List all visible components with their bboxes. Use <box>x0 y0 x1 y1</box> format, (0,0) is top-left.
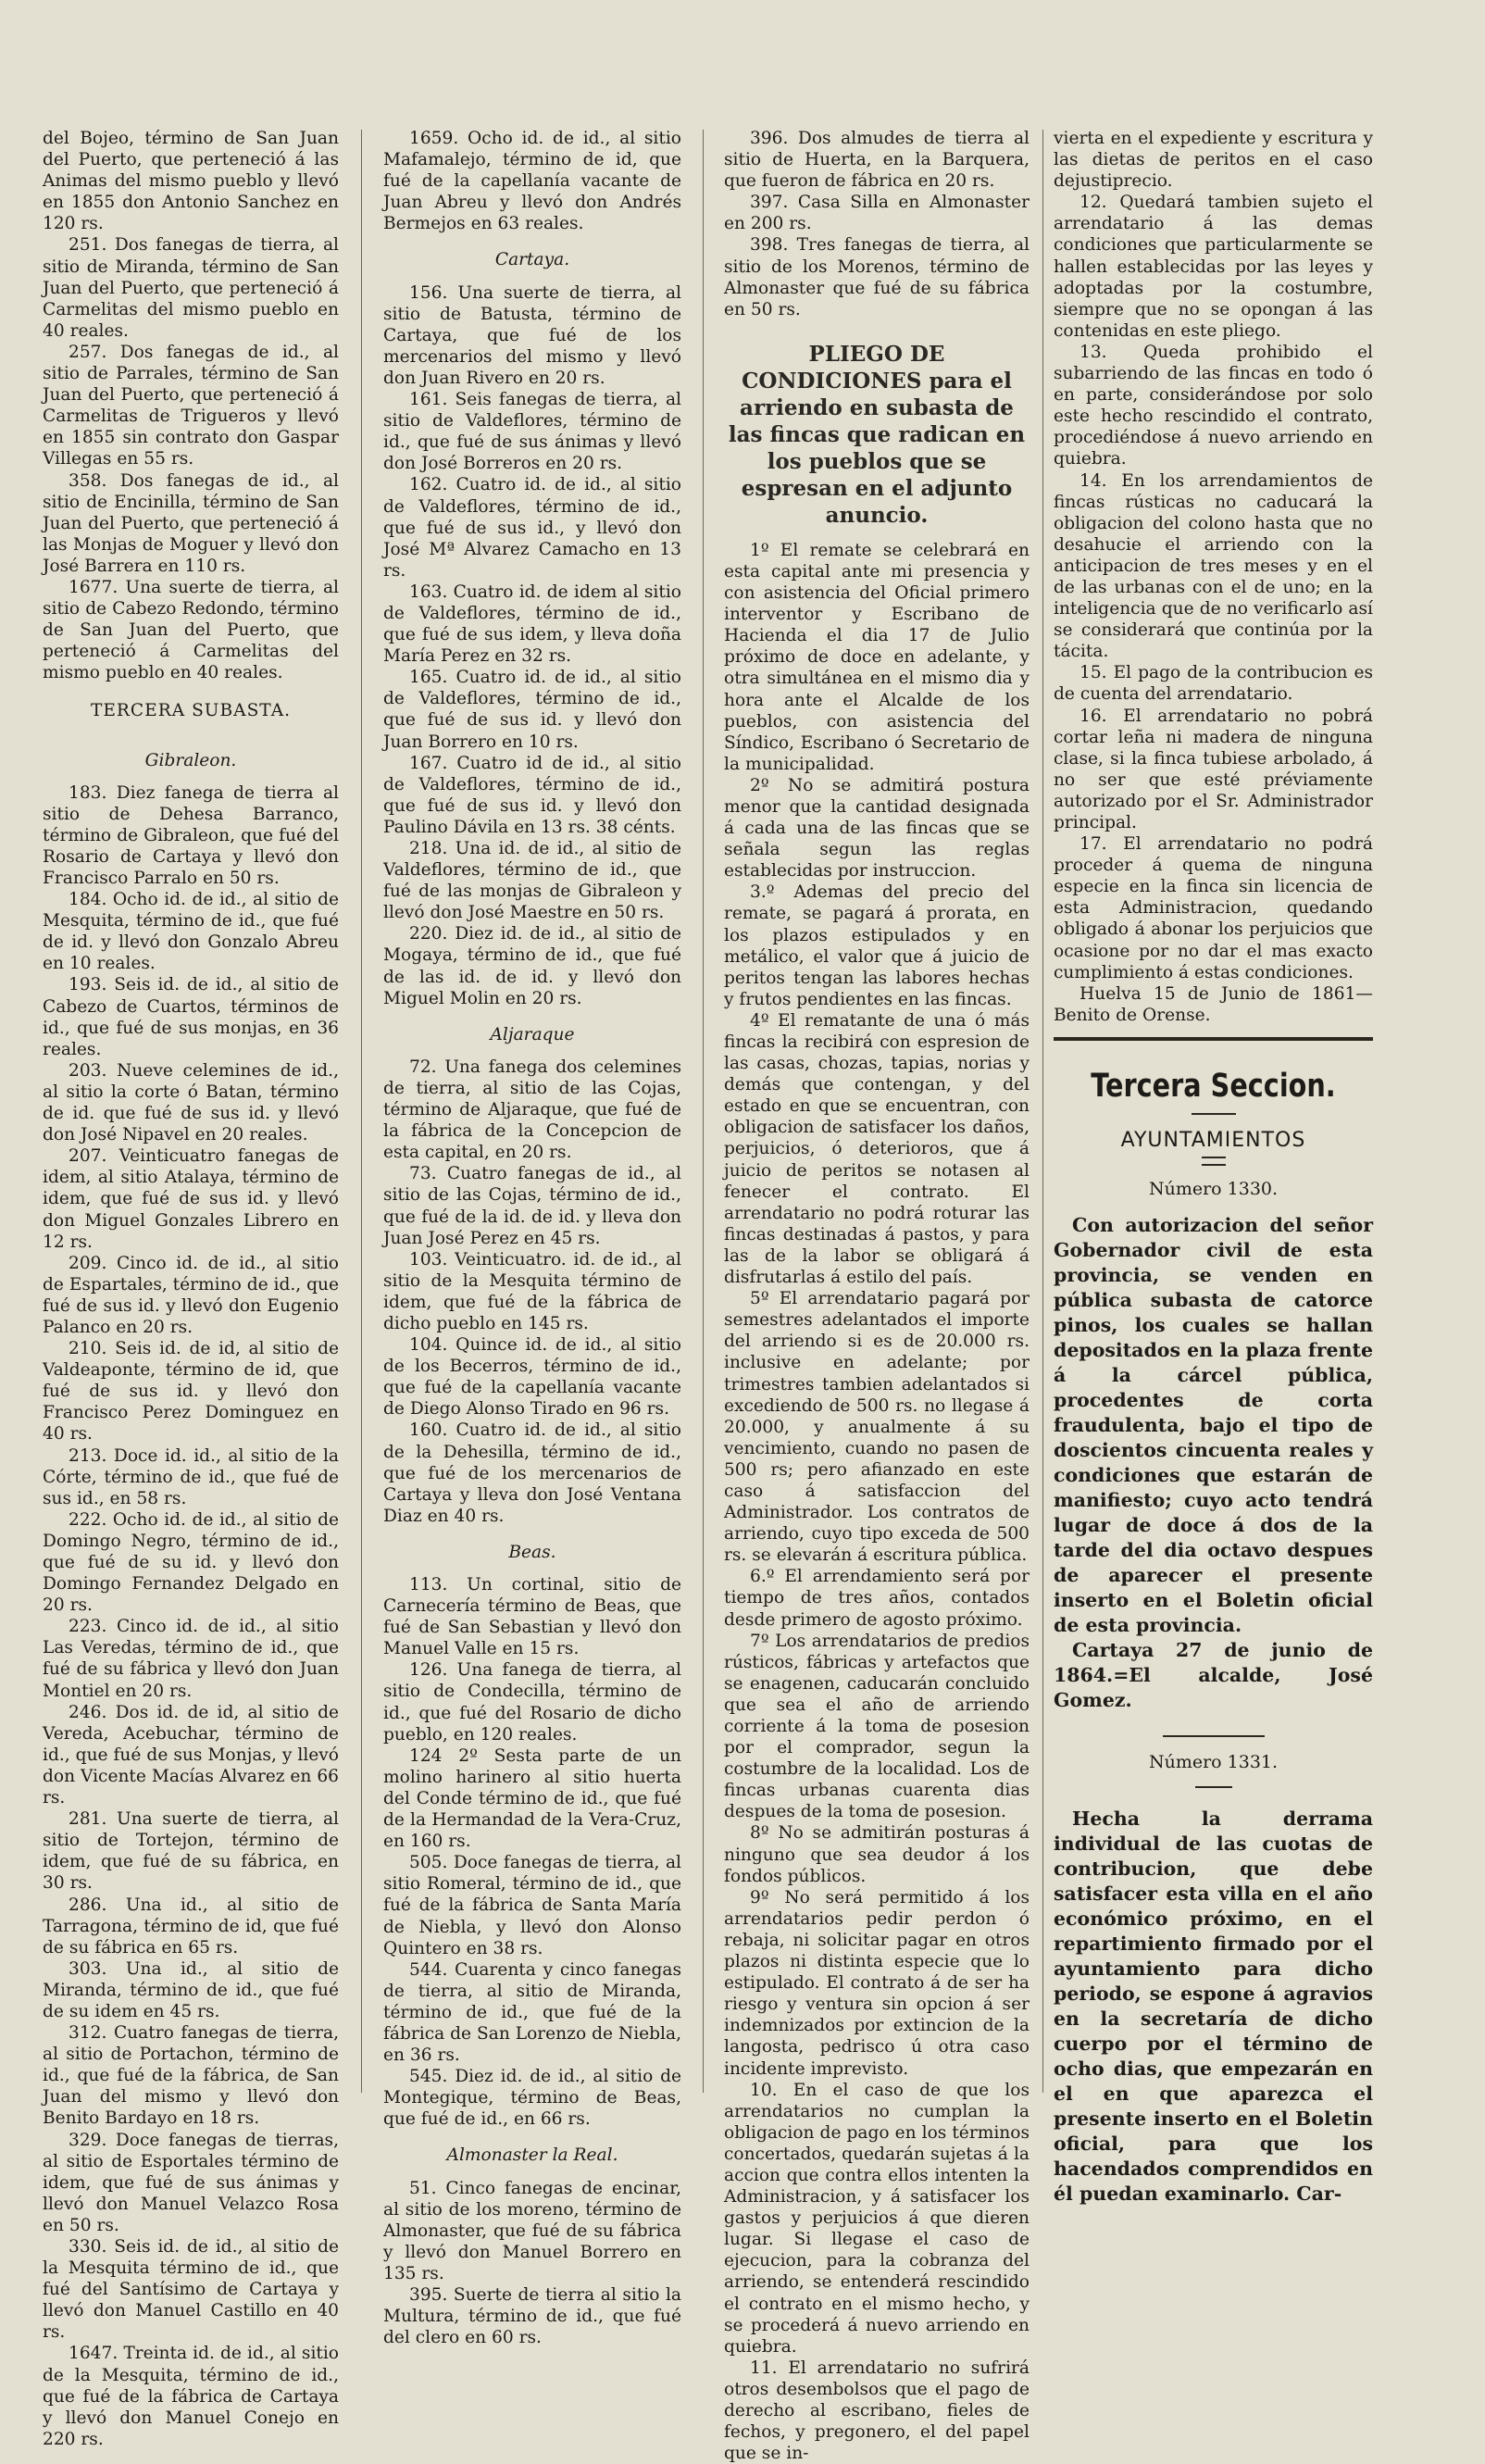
paragraph: 209. Cinco id. de id., al sitio de Espartales, término de id., que fué de sus id. y llevó don Eugenio Palanco en 20 rs. <box>43 1253 339 1337</box>
divider <box>1195 1786 1232 1788</box>
condition: 14. En los arrendamientos de fincas rústicas no caducará la obligacion del colono hasta que no desahucie el arriendo con la anticipacion de tres meses y en el de las urbanas con el de uno; en la inteligencia que de no verificarlo así se considerará que continúa por la tácita. <box>1054 470 1373 662</box>
paragraph: 162. Cuatro id. de id., al sitio de Valdeflores, término de id., que fué de sus id., y llevó don José Mª Alvarez Camacho en 13 rs. <box>383 475 681 581</box>
column-3 <box>724 128 1030 2464</box>
paragraph: 213. Doce id. id., al sitio de la Córte, término de id., que fué de sus id., en 58 rs. <box>43 1445 339 1508</box>
column-divider <box>1042 130 1043 2093</box>
paragraph: 103. Veinticuatro. id. de id., al sitio de la Mesquita término de idem, que fué de la fábrica de dicho pueblo en 145 rs. <box>383 1249 681 1333</box>
condition: 12. Quedará tambien sujeto el arrendatario á las demas condiciones que particularmente se hallen establecidas por las leyes y adoptadas por la costumbre, siempre que no se opongan á las contenidas en este pliego. <box>1054 193 1373 341</box>
paragraph: 73. Cuatro fanegas de id., al sitio de las Cojas, término de id., que fué de la id. de id. y lleva don Juan José Perez en 45 rs. <box>383 1164 681 1248</box>
condition: 10. En el caso de que los arrendatarios no cumplan la obligacion de pago en los términos concertados, quedarán sujetas á la accion que contra ellos intenten la Administracion, y á satisfacer los gastos y perjuicios á que dieren lugar. Si llegase el caso de ejecucion, para la cobranza del arriendo, se entenderá rescindido el contrato en el mismo hecho, y se procederá á nuevo arriendo en quiebra. <box>724 2080 1030 2357</box>
condition: 13. Queda prohibido el subarriendo de las fincas en todo ó en parte, considerándose por solo este hecho rescindido el contrato, procediéndose á nuevo arriendo en quiebra. <box>1054 342 1373 469</box>
paragraph: 1659. Ocho id. de id., al sitio Mafamalejo, término de id, que fué de la capellanía vacante de Juan Abreu y llevó don Andrés Bermejos en 63 reales. <box>383 129 681 234</box>
town-heading: Gibraleon. <box>144 750 237 770</box>
condition: 6.º El arrendamiento será por tiempo de tres años, contados desde primero de agosto próximo. <box>724 1567 1030 1630</box>
signature-line: Huelva 15 de Junio de 1861—Benito de Orense. <box>1054 983 1373 1025</box>
paragraph: 397. Casa Silla en Almonaster en 200 rs. <box>724 193 1030 234</box>
paragraph: 1677. Una suerte de tierra, al sitio de Cabezo Redondo, término de San Juan del Puerto, que perteneció á Carmelitas del mismo pueblo en 40 reales. <box>43 577 339 683</box>
paragraph: 257. Dos fanegas de id., al sitio de Parrales, término de San Juan del Puerto, que perteneció á Carmelitas de Trigueros y llevó en 1855 sin contrato don Gaspar Villegas en 55 rs. <box>43 342 339 469</box>
ayuntamientos-heading: AYUNTAMIENTOS <box>1120 1128 1306 1152</box>
paragraph: 124 2º Sesta parte de un molino harinero al sitio huerta del Conde término de id., que fué de la Hermandad de la Vera-Cruz, en 160 rs. <box>383 1745 681 1852</box>
notice-body: Hecha la derrama individual de las cuotas de contribucion, que debe satisfacer esta villa en el año económico próximo, en el repartimiento firmado por el ayuntamiento para dicho periodo, se espone á agravios en la secretaría de dicho cuerpo por el término de ocho dias, que empezarán en el en que aparezca el presente inserto en el Boletin oficial, para que los hacendados comprendidos en él puedan examinarlo. Car- <box>1054 1807 1373 2206</box>
paragraph: 104. Quince id. de id., al sitio de los Becerros, término de id., que fué de la capellanía vacante de Diego Alonso Tirado en 96 rs. <box>383 1335 681 1420</box>
condition: 15. El pago de la contribucion es de cuenta del arrendatario. <box>1054 663 1373 705</box>
condition: 5º El arrendatario pagará por semestres adelantados el importe del arriendo si es de 20.000 rs. inclusive en adelante; por trimestres tambien adelantados si excediendo de 500 rs. no llegase á 20.000, y anualmente á su vencimiento, cuando no pasen de 500 rs; pero afianzado en este caso á satisfaccion del Administrador. Los contratos de arriendo, cuyo tipo exceda de 500 rs. se elevarán á escritura pública. <box>724 1289 1030 1566</box>
paragraph: 218. Una id. de id., al sitio de Valdeflores, término de id., que fué de las monjas de Gibraleon y llevó don José Maestre en 50 rs. <box>383 839 681 923</box>
paragraph: 544. Cuarenta y cinco fanegas de tierra, al sitio de Miranda, término de id., que fué de la fábrica de San Lorenzo de Niebla, en 36 rs. <box>383 1959 681 2066</box>
paragraph: 207. Veinticuatro fanegas de idem, al sitio Atalaya, término de idem, que fué de sus id. y llevó don Miguel Gonzales Librero en 12 rs. <box>43 1146 339 1252</box>
paragraph: 330. Seis id. de id., al sitio de la Mesquita término de id., que fué del Santísimo de Cartaya y llevó don Manuel Castillo en 40 rs. <box>43 2237 339 2343</box>
notice-body: Con autorizacion del señor Gobernador civil de esta provincia, se venden en pública subasta de catorce pinos, los cuales se hallan depositados en la plaza frente á la cárcel pública, procedentes de corta fraudulenta, bajo el tipo de doscientos cincuenta reales y condiciones que estarán de manifiesto; cuyo acto tendrá lugar de doce á dos de la tarde del dia octavo despues de aparecer el presente inserto en el Boletin oficial de esta provincia. <box>1054 1214 1373 1637</box>
town-heading: Beas. <box>508 1542 556 1562</box>
paragraph: 203. Nueve celemines de id., al sitio la corte ó Batan, término de id. que fué de sus id. y llevó don José Nipavel en 20 reales. <box>43 1060 339 1145</box>
paragraph: 505. Doce fanegas de tierra, al sitio Romeral, término de id., que fué de la fábrica de Santa María de Niebla, y llevó don Alonso Quintero en 38 rs. <box>383 1853 681 1958</box>
condition: 4º El rematante de una ó más fincas la recibirá con espresion de las casas, chozas, tapias, norias y demás que contengan, y del estado en que se encuentran, con obligacion de satisfacer los daños, perjuicios, ó deterioros, que á juicio de peritos se notasen al fenecer el contrato. El arrendatario no podrá roturar las fincas destinadas á pastos, y para las de la labor se obligará á disfrutarlas á estilo del país. <box>724 1010 1030 1288</box>
paragraph: 1647. Treinta id. de id., al sitio de la Mesquita, término de id., que fué de la fábrica de Cartaya y llevó don Manuel Conejo en 220 rs. <box>43 2344 339 2449</box>
paragraph: del Bojeo, término de San Juan del Puerto, que perteneció á las Animas del mismo pueblo y llevó en 1855 don Antonio Sanchez en 120 rs. <box>43 129 339 234</box>
paragraph: 163. Cuatro id. de idem al sitio de Valdeflores, término de id., que fué de sus idem, y lleva doña María Perez en 32 rs. <box>383 582 681 667</box>
condition: 8º No se admitirán posturas á ninguno que sea deudor á los fondos públicos. <box>724 1823 1030 1886</box>
condition: 3.º Ademas del precio del remate, se pagará á prorata, en los plazos estipulados y en metálico, el valor que á juicio de peritos tengan las labores hechas y frutos pendientes en las fincas. <box>724 882 1030 1009</box>
paragraph: 398. Tres fanegas de tierra, al sitio de los Morenos, término de Almonaster que fué de su fábrica en 50 rs. <box>724 235 1030 319</box>
paragraph: 126. Una fanega de tierra, al sitio de Condecilla, término de id., que fué del Rosario de dicho pueblo, en 120 reales. <box>383 1660 681 1745</box>
paragraph: 286. Una id., al sitio de Tarragona, término de id, que fué de su fábrica en 65 rs. <box>43 1895 339 1957</box>
paragraph: 251. Dos fanegas de tierra, al sitio de Miranda, término de San Juan del Puerto, que perteneció á Carmelitas del mismo pueblo en 40 reales. <box>43 235 339 341</box>
paragraph: 165. Cuatro id. de id., al sitio de Valdeflores, término de id., que fué de sus id. y llevó don Juan Borrero en 10 rs. <box>383 668 681 752</box>
paragraph: 156. Una suerte de tierra, al sitio de Batusta, término de Cartaya, que fué de los mercenarios del mismo y llevó don Juan Rivero en 20 rs. <box>383 282 681 388</box>
condition: 1º El remate se celebrará en esta capital ante mi presencia y con asistencia del Oficial primero interventor y Escribano de Hacienda el dia 17 de Julio próximo de doce en adelante, y otra simultánea en el mismo dia y hora ante el Alcalde de los pueblos, con asistencia del Síndico, Escribano ó Secretario de la municipalidad. <box>724 540 1030 774</box>
paragraph: 220. Diez id. de id., al sitio de Mogaya, término de id., que fué de las id. de id. y llevó don Miguel Molin en 20 rs. <box>383 924 681 1008</box>
paragraph: 396. Dos almudes de tierra al sitio de Huerta, en la Barquera, que fueron de fábrica en 20 rs. <box>724 129 1030 192</box>
section-rule <box>1054 1037 1373 1041</box>
divider <box>1192 1113 1236 1115</box>
pliego-heading: PLIEGO DE CONDICIONES para el arriendo en subasta de las fincas que radican en los pueblos que se espresan en el adjunto anuncio. <box>728 341 1026 528</box>
column-4 <box>1054 128 1373 2206</box>
condition: 17. El arrendatario no podrá proceder á quema de ninguna especie en la finca sin licencia de esta Administracion, quedando obligado á abonar los perjuicios que ocasione por no dar el mas exacto cumplimiento á estas condiciones. <box>1054 834 1373 982</box>
notice-1331 <box>1054 1807 1373 2207</box>
town-heading: Almonaster la Real. <box>446 2145 618 2166</box>
section-title: Tercera Seccion. <box>1091 1067 1336 1105</box>
paragraph: 358. Dos fanegas de id., al sitio de Encinilla, término de San Juan del Puerto, que perteneció á las Monjas de Moguer y llevó don José Barrera en 110 rs. <box>43 470 339 576</box>
condition: 16. El arrendatario no pobrá cortar leña ni madera de ninguna clase, si la finca tubiese arbolado, á no ser que esté préviamente autorizado por el Sr. Administrador principal. <box>1054 706 1373 832</box>
paragraph: 545. Diez id. de id., al sitio de Montegique, término de Beas, que fué de id., en 66 rs. <box>383 2067 681 2130</box>
condition: 2º No se admitirá postura menor que la cantidad designada á cada una de las fincas que se señala segun las reglas establecidas por instruccion. <box>724 775 1030 882</box>
paragraph: 51. Cinco fanegas de encinar, al sitio de los moreno, término de Almonaster, que fué de su fábrica y llevó don Manuel Borrero en 135 rs. <box>383 2178 681 2283</box>
condition: 11. El arrendatario no sufrirá otros desembolsos que el pago de derecho al escribano, fieles de fechos, y pregonero, el del papel que se in- <box>724 2358 1030 2464</box>
paragraph: 303. Una id., al sitio de Miranda, término de id., que fué de su idem en 45 rs. <box>43 1958 339 2021</box>
town-heading: Aljaraque <box>490 1024 575 1044</box>
condition: 7º Los arrendatarios de predios rústicos, fábricas y artefactos que se enagenen, caducarán concluido que sea el año de arriendo corriente á la toma de posesion por el comprador, segun la costumbre de la localidad. Los de fincas urbanas cuarenta dias despues de la toma de posesion. <box>724 1631 1030 1822</box>
condition: 9º No será permitido á los arrendatarios pedir perdon ó rebaja, ni solicitar pagar en otros plazos ni distinta especie que lo estipulado. El contrato á de ser ha riesgo y ventura sin opcion á ser indemnizados por extincion de la langosta, pedrisco ú otra caso incidente imprevisto. <box>724 1887 1030 2079</box>
notice-number: Número 1331. <box>1148 1752 1279 1773</box>
divider <box>1163 1735 1265 1737</box>
paragraph: 113. Un cortinal, sitio de Carnecería término de Beas, que fué de San Sebastian y llevó don Manuel Valle en 15 rs. <box>383 1575 681 1659</box>
column-1 <box>43 128 339 2449</box>
section-heading: TERCERA SUBASTA. <box>90 701 292 721</box>
paragraph: 72. Una fanega dos celemines de tierra, al sitio de las Cojas, término de Aljaraque, que fué de la fábrica de la Concepcion de esta capital, en 20 rs. <box>383 1057 681 1163</box>
column-2 <box>383 128 681 2348</box>
notice-number: Número 1330. <box>1148 1179 1279 1200</box>
paragraph: 223. Cinco id. de id., al sitio Las Veredas, término de id., que fué de su fábrica y llevó don Juan Montiel en 20 rs. <box>43 1617 339 1701</box>
notice-1330 <box>1054 1213 1373 1713</box>
town-heading: Cartaya. <box>494 250 570 270</box>
condition: vierta en el expediente y escritura y las dietas de peritos en el caso dejustiprecio. <box>1054 129 1373 192</box>
paragraph: 281. Una suerte de tierra, al sitio de Tortejon, término de idem, que fué de su fábrica, en 30 rs. <box>43 1809 339 1894</box>
paragraph: 312. Cuatro fanegas de tierra, al sitio de Portachon, término de id., que fué de la fábrica, de San Juan del mismo y llevó don Benito Bardayo en 18 rs. <box>43 2023 339 2129</box>
paragraph: 167. Cuatro id de id., al sitio de Valdeflores, término de id., que fué de sus id. y llevó don Paulino Dávila en 13 rs. 38 cénts. <box>383 753 681 837</box>
paragraph: 222. Ocho id. de id., al sitio de Domingo Negro, término de id., que fué de su id. y llevó don Domingo Fernandez Delgado en 20 rs. <box>43 1509 339 1616</box>
notice-signature: Cartaya 27 de junio de 1864.=El alcalde, José Gomez. <box>1054 1639 1373 1712</box>
paragraph: 210. Seis id. de id, al sitio de Valdeaponte, término de id, que fué de sus id. y llevó don Francisco Perez Dominguez en 40 rs. <box>43 1339 339 1445</box>
divider <box>1202 1157 1226 1166</box>
paragraph: 329. Doce fanegas de tierras, al sitio de Esportales término de idem, que fué de sus ánimas y llevó don Manuel Velazco Rosa en 50 rs. <box>43 2130 339 2235</box>
paragraph: 246. Dos id. de id, al sitio de Vereda, Acebuchar, término de id., que fué de sus Monjas, y llevó don Vicente Macías Alvarez en 66 rs. <box>43 1702 339 1808</box>
column-divider <box>361 130 362 2093</box>
paragraph: 395. Suerte de tierra al sitio la Multura, término de id., que fué del clero en 60 rs. <box>383 2285 681 2348</box>
paragraph: 193. Seis id. de id., al sitio de Cabezo de Cuartos, términos de id., que fué de sus monjas, en 36 reales. <box>43 975 339 1059</box>
paragraph: 160. Cuatro id. de id., al sitio de la Dehesilla, término de id., que fué de los mercenarios de Cartaya y lleva don José Ventana Diaz en 40 rs. <box>383 1420 681 1526</box>
paragraph: 184. Ocho id. de id., al sitio de Mesquita, término de id., que fué de id. y llevó don Gonzalo Abreu en 10 reales. <box>43 890 339 974</box>
column-divider <box>703 130 704 2093</box>
paragraph: 161. Seis fanegas de tierra, al sitio de Valdeflores, término de id., que fué de sus ánimas y llevó don José Borreros en 20 rs. <box>383 390 681 474</box>
paragraph: 183. Diez fanega de tierra al sitio de Dehesa Barranco, término de Gibraleon, que fué del Rosario de Cartaya y llevó don Francisco Parralo en 50 rs. <box>43 782 339 888</box>
